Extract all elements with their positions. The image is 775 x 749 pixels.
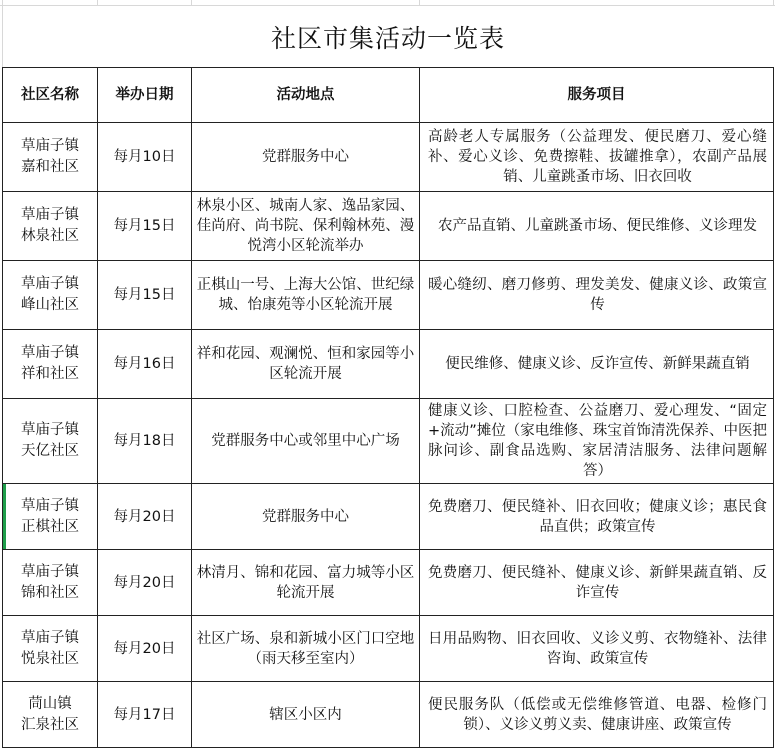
community-town: 草庙子镇	[21, 422, 79, 438]
header-row	[3, 68, 774, 123]
market-activity-table	[2, 67, 774, 748]
location-cell[interactable]: 党群服务中心	[192, 123, 420, 192]
table-row	[3, 484, 774, 550]
community-town: 草庙子镇	[21, 497, 79, 514]
header-services[interactable]: 服务项目	[420, 68, 774, 123]
community-town: 草庙子镇	[21, 138, 79, 154]
community-name: 天亿社区	[21, 443, 79, 459]
community-cell[interactable]	[3, 123, 98, 192]
services-cell[interactable]: 日用品购物、旧衣回收、义诊义剪、衣物缝补、法律咨询、政策宣传	[420, 616, 774, 682]
community-town: 草庙子镇	[21, 563, 79, 580]
date-cell[interactable]: 每月17日	[98, 682, 192, 748]
location-cell[interactable]: 正棋山一号、上海大公馆、世纪绿城、怡康苑等小区轮流开展	[192, 261, 420, 330]
header-community[interactable]: 社区名称	[3, 68, 98, 123]
table-row	[3, 123, 774, 192]
location-cell[interactable]: 辖区小区内	[192, 682, 420, 748]
table-row	[3, 682, 774, 748]
community-cell[interactable]	[3, 330, 98, 399]
community-town: 草庙子镇	[21, 276, 79, 292]
services-cell[interactable]: 农产品直销、儿童跳蚤市场、便民维修、义诊理发	[420, 192, 774, 261]
community-cell[interactable]	[3, 682, 98, 748]
date-cell[interactable]: 每月15日	[98, 261, 192, 330]
table-row	[3, 616, 774, 682]
community-town: 草庙子镇	[21, 207, 79, 223]
community-town: 茼山镇	[28, 695, 72, 712]
location-cell[interactable]: 党群服务中心	[192, 484, 420, 550]
date-cell[interactable]: 每月20日	[98, 616, 192, 682]
community-name: 林泉社区	[21, 228, 79, 244]
community-cell[interactable]	[3, 484, 98, 550]
table-row	[3, 550, 774, 616]
table-row	[3, 399, 774, 484]
services-cell[interactable]: 暖心缝纫、磨刀修剪、理发美发、健康义诊、政策宣传	[420, 261, 774, 330]
community-cell[interactable]	[3, 399, 98, 484]
services-cell[interactable]: 高龄老人专属服务（公益理发、便民磨刀、爱心缝补、爱心义诊、免费擦鞋、拔罐推拿），农副产品展销、儿童跳蚤市场、旧衣回收	[420, 123, 774, 192]
community-name: 祥和社区	[21, 366, 79, 382]
page-title: 社区市集活动一览表	[2, 6, 773, 67]
header-location[interactable]: 活动地点	[192, 68, 420, 123]
date-cell[interactable]: 每月16日	[98, 330, 192, 399]
community-cell[interactable]	[3, 261, 98, 330]
location-cell[interactable]: 林清月、锦和花园、富力城等小区轮流开展	[192, 550, 420, 616]
community-cell[interactable]	[3, 616, 98, 682]
services-cell[interactable]: 免费磨刀、便民缝补、旧衣回收；健康义诊；惠民食品直供；政策宣传	[420, 484, 774, 550]
date-cell[interactable]: 每月10日	[98, 123, 192, 192]
location-cell[interactable]: 党群服务中心或邻里中心广场	[192, 399, 420, 484]
community-name: 峰山社区	[21, 297, 79, 313]
header-date[interactable]: 举办日期	[98, 68, 192, 123]
community-name: 锦和社区	[21, 584, 79, 601]
location-cell[interactable]: 林泉小区、城南人家、逸品家园、佳尚府、尚书院、保利翰林苑、漫悦湾小区轮流举办	[192, 192, 420, 261]
community-name: 汇泉社区	[21, 716, 79, 733]
services-cell[interactable]: 健康义诊、口腔检查、公益磨刀、爱心理发、“固定+流动”摊位（家电维修、珠宝首饰清洗保养、中医把脉问诊、副食品选购、家居清洁服务、法律问题解答）	[420, 399, 774, 484]
table-row	[3, 192, 774, 261]
date-cell[interactable]: 每月18日	[98, 399, 192, 484]
services-cell[interactable]: 便民服务队（低偿或无偿维修管道、电器、检修门锁）、义诊义剪义卖、健康讲座、政策宣传	[420, 682, 774, 748]
location-cell[interactable]: 社区广场、泉和新城小区门口空地（雨天移至室内）	[192, 616, 420, 682]
community-town: 草庙子镇	[21, 345, 79, 361]
community-name: 嘉和社区	[21, 159, 79, 175]
community-town: 草庙子镇	[21, 629, 79, 646]
table-row	[3, 330, 774, 399]
services-cell[interactable]: 免费磨刀、便民缝补、健康义诊、新鲜果蔬直销、反诈宣传	[420, 550, 774, 616]
date-cell[interactable]: 每月20日	[98, 484, 192, 550]
location-cell[interactable]: 祥和花园、观澜悦、恒和家园等小区轮流开展	[192, 330, 420, 399]
community-name: 正棋社区	[21, 518, 79, 535]
community-cell[interactable]	[3, 550, 98, 616]
services-cell[interactable]: 便民维修、健康义诊、反诈宣传、新鲜果蔬直销	[420, 330, 774, 399]
date-cell[interactable]: 每月15日	[98, 192, 192, 261]
date-cell[interactable]: 每月20日	[98, 550, 192, 616]
community-name: 悦泉社区	[21, 650, 79, 667]
community-cell[interactable]	[3, 192, 98, 261]
table-row	[3, 261, 774, 330]
